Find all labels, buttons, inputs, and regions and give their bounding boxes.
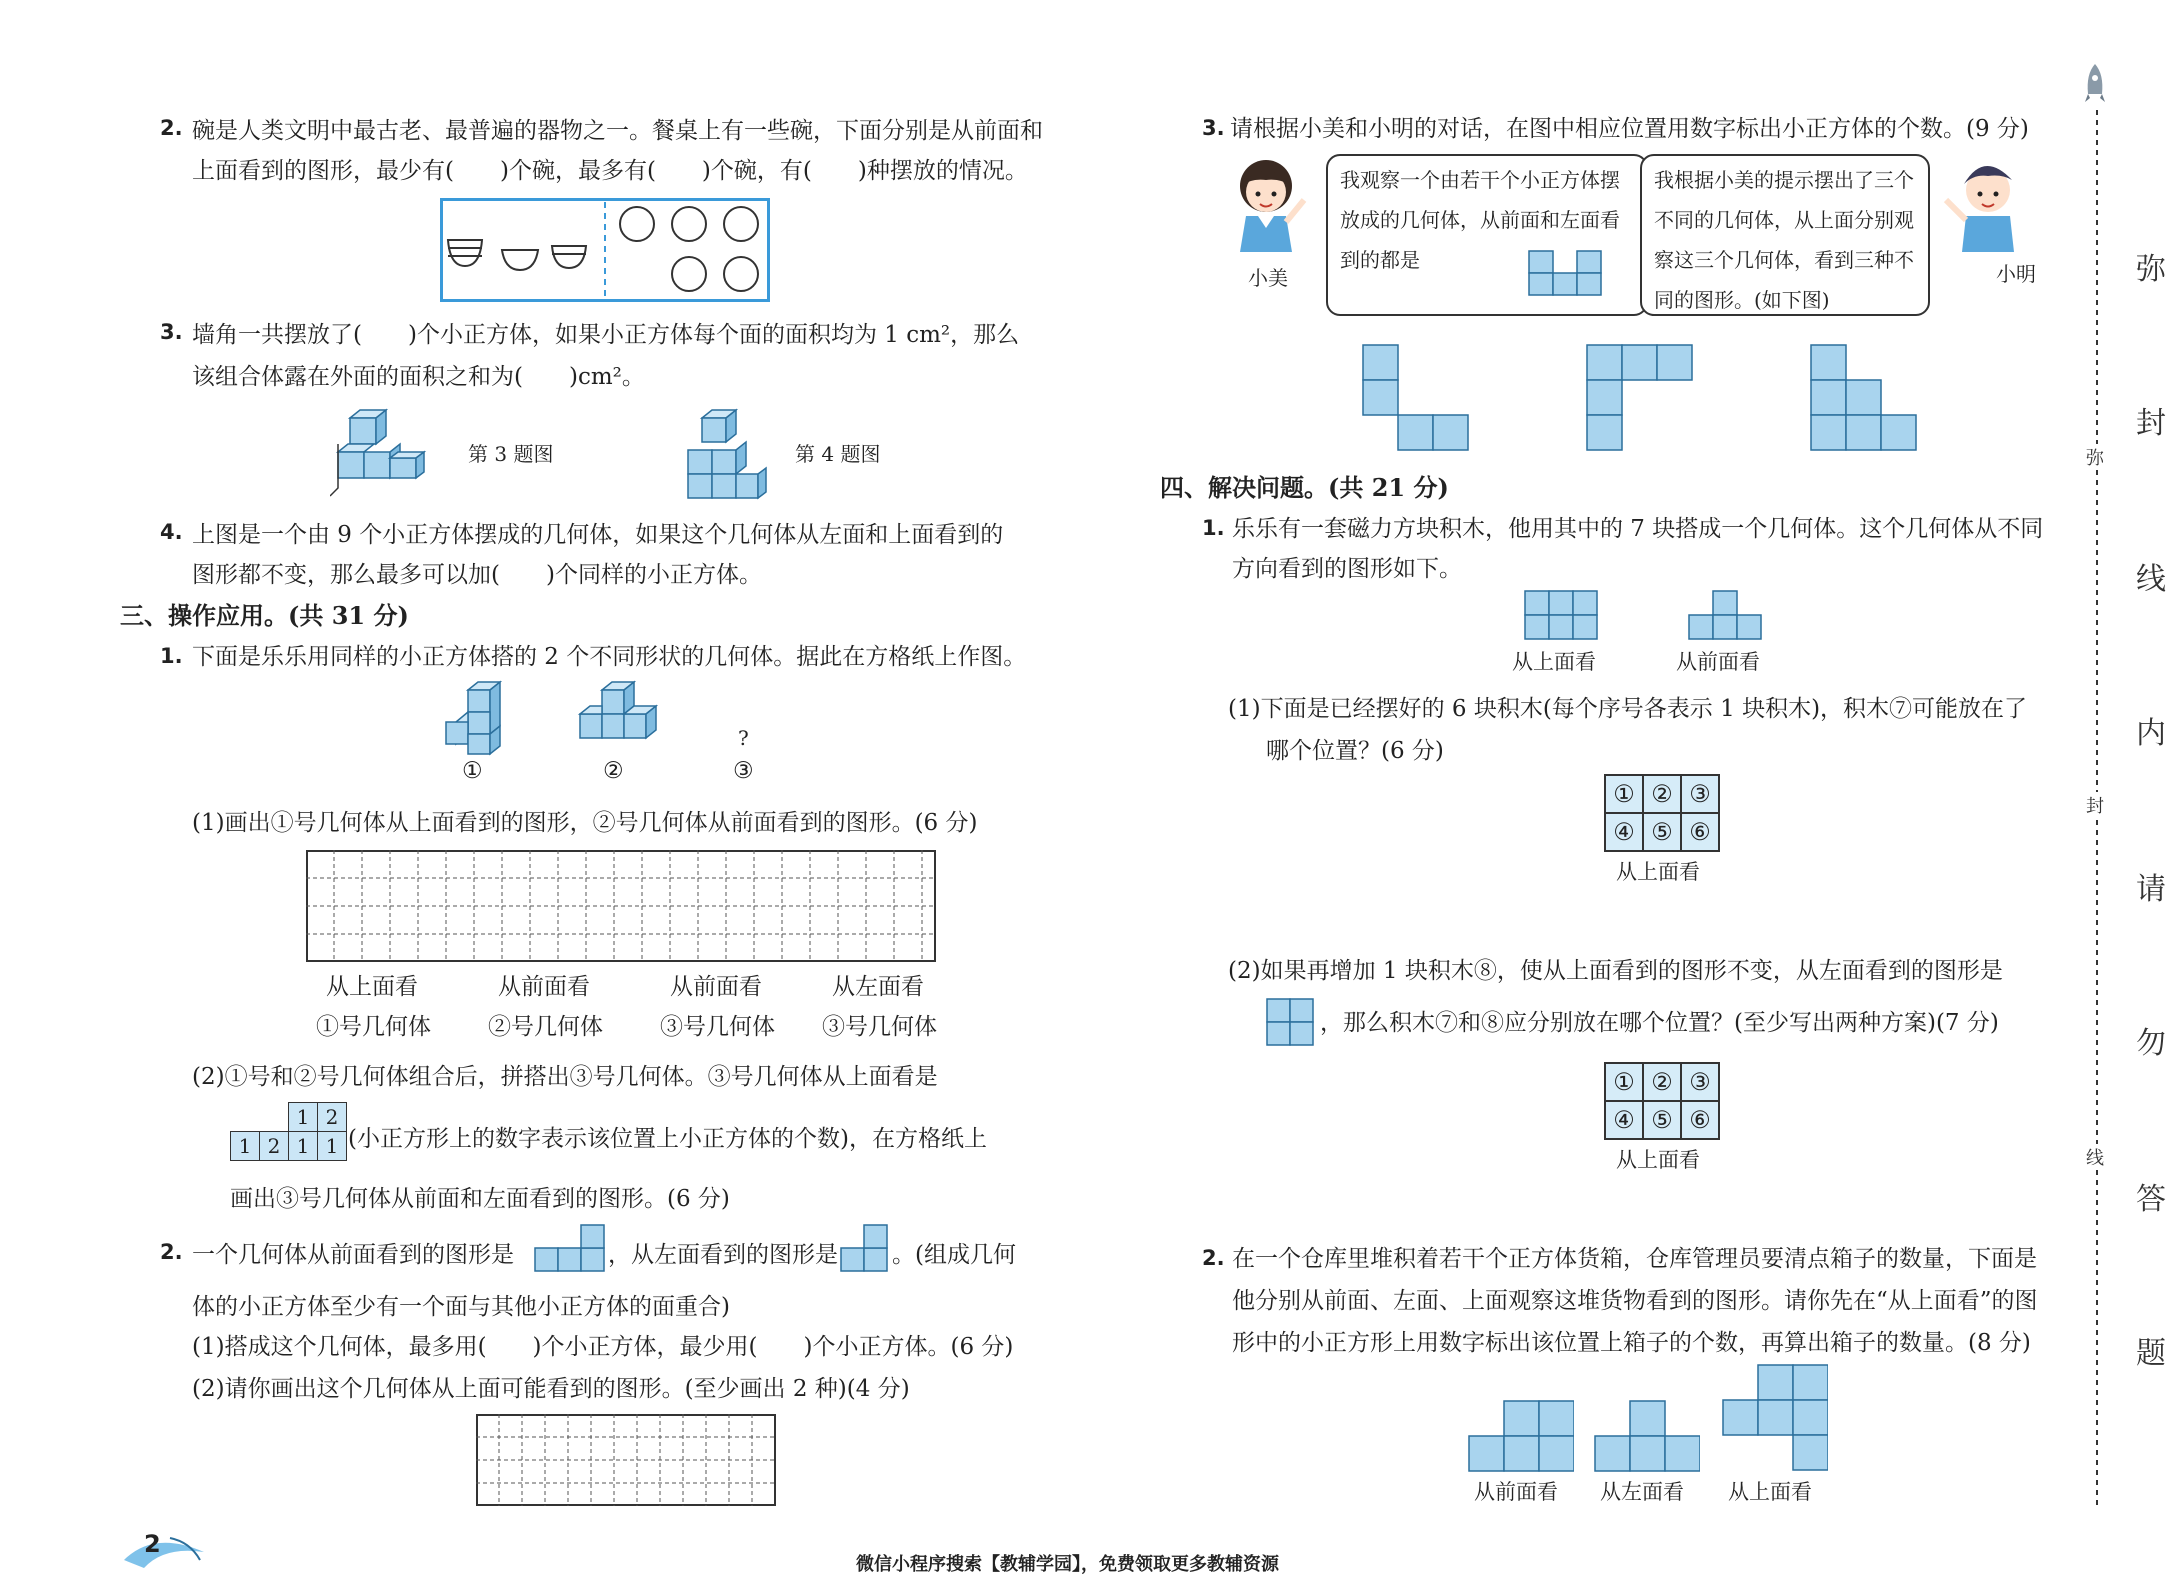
seal-big-2: 封 [2136,406,2166,441]
s3q2-sub2: (2)请你画出这个几何体从上面可能看到的图形。(至少画出 2 种)(4 分) [192,1376,910,1402]
q3-number: 3. [160,320,183,344]
block-cell[interactable]: ② [1642,774,1682,814]
front-view-shape [534,1224,606,1272]
s3q2-line1c: 。(组成几何 [892,1242,1016,1268]
warehouse-top-caption: 从上面看 [1728,1480,1812,1504]
solid-1-label: ① [462,758,483,784]
solid-3-label: ③ [733,758,754,784]
top-view-c [1810,344,1920,454]
s4q2-line1: 在一个仓库里堆积着若干个正方体货箱，仓库管理员要清点箱子的数量，下面是 [1232,1246,2037,1272]
fig3-label: 第 3 题图 [468,442,554,466]
s4q1-top-view [1524,590,1598,640]
block-cell[interactable]: ⑥ [1680,1100,1720,1140]
q2-line2: 上面看到的图形，最少有( )个碗，最多有( )个碗，有( )种摆放的情况。 [192,158,1028,184]
top-view-a [1362,344,1472,454]
warehouse-left-caption: 从左面看 [1600,1480,1684,1504]
bubble-xiaoming [1640,154,1930,316]
block-cell[interactable]: ⑤ [1642,812,1682,852]
warehouse-top-view[interactable] [1722,1364,1828,1472]
section4-title: 四、解决问题。(共 21 分) [1160,473,1449,502]
top-view-cell: 1 [317,1131,347,1161]
block-grid-1 [1604,774,1718,850]
grid-paper-1[interactable] [306,850,936,962]
solid-2-label: ② [603,758,624,784]
s4q1-sub1-line1: (1)下面是已经摆好的 6 块积木(每个序号各表示 1 块积木)，积木⑦可能放在了 [1228,696,2028,722]
block-cell[interactable]: ③ [1680,1062,1720,1102]
seal-big-6: 勿 [2136,1026,2166,1061]
left-view-two-squares [1266,998,1316,1046]
solid-3-question: ? [738,726,749,750]
s4q2-line2: 他分别从前面、左面、上面观察这堆货物看到的图形。请你先在“从上面看”的图 [1232,1288,2038,1314]
warehouse-front-caption: 从前面看 [1474,1480,1558,1504]
s3q2-sub1: (1)搭成这个几何体，最多用( )个小正方体，最少用( )个小正方体。(6 分) [192,1334,1014,1360]
bubble-xiaomei-text: 我观察一个由若干个小正方体摆放成的几何体，从前面和左面看到的都是 [1340,168,1620,272]
s4q1-line2: 方向看到的图形如下。 [1232,556,1462,582]
s4q1-top-caption: 从上面看 [1512,650,1596,674]
grid1-view-3: 从前面看 [670,974,762,1000]
s3q1-number: 1. [160,644,183,668]
bubble-shape-icon [1528,250,1604,296]
fig4-label: 第 4 题图 [795,442,881,466]
rocket-icon [2084,62,2106,108]
q2-line1: 碗是人类文明中最古老、最普遍的器物之一。餐桌上有一些碗，下面分别是从前面和 [192,118,1043,144]
q3-line2: 该组合体露在外面的面积之和为( )cm²。 [192,364,645,390]
block-cell[interactable]: ① [1604,774,1644,814]
grid1-view-2: 从前面看 [498,974,590,1000]
s4q1-number: 1. [1202,516,1225,540]
s3q2-line1b: ，从左面看到的图形是 [608,1242,838,1268]
q2-number: 2. [160,116,183,140]
s3q1-sub2-line2: (小正方形上的数字表示该位置上小正方体的个数)，在方格纸上 [348,1126,987,1152]
grid1-body-1: ①号几何体 [316,1014,431,1040]
top-view-cell: 1 [230,1131,260,1161]
block-cell[interactable]: ⑤ [1642,1100,1682,1140]
block-grid-1-caption: 从上面看 [1616,860,1700,884]
top-view-cell: 2 [317,1102,347,1132]
s3q2-line1a: 一个几何体从前面看到的图形是 [192,1242,514,1268]
s3q1-text: 下面是乐乐用同样的小正方体搭的 2 个不同形状的几何体。据此在方格纸上作图。 [192,644,1027,670]
solid-2 [572,678,684,752]
bubble-xiaoming-text: 我根据小美的提示摆出了三个不同的几何体，从上面分别观察这三个几何体，看到三种不同的图形。(如下图) [1654,168,1914,312]
q4-line2: 图形都不变，那么最多可以加( )个同样的小正方体。 [192,562,762,588]
top-view-b [1586,344,1696,454]
s4q1-sub2-line1: (2)如果再增加 1 块积木⑧，使从上面看到的图形不变，从左面看到的图形是 [1228,958,2003,984]
fig3-cubes [330,408,460,500]
block-cell[interactable]: ⑥ [1680,812,1720,852]
fig4-cubes [680,406,780,502]
grid1-body-4: ③号几何体 [822,1014,937,1040]
seal-big-5: 请 [2136,872,2166,907]
seal-small-3: 线 [2086,1144,2104,1170]
girl-avatar [1222,156,1316,260]
page-number-badge [120,1530,210,1570]
boy-avatar [1932,154,2032,258]
block-cell[interactable]: ② [1642,1062,1682,1102]
s4q1-sub2-line2: ，那么积木⑦和⑧应分别放在哪个位置？(至少写出两种方案)(7 分) [1320,1010,1999,1036]
block-cell[interactable]: ④ [1604,1100,1644,1140]
seal-small-2: 封 [2086,792,2104,818]
block-cell[interactable]: ① [1604,1062,1644,1102]
grid-paper-2[interactable] [476,1414,776,1506]
grid1-view-4: 从左面看 [832,974,924,1000]
s3q2-number: 2. [160,1240,183,1264]
boy-name: 小明 [1996,262,2036,286]
r-q3-number: 3. [1202,116,1225,140]
s3q1-sub2-line3: 画出③号几何体从前面和左面看到的图形。(6 分) [230,1186,730,1212]
section3-title: 三、操作应用。(共 31 分) [120,601,409,630]
s4q2-line3: 形中的小正方形上用数字标出该位置上箱子的个数，再算出箱子的数量。(8 分) [1232,1330,2031,1356]
grid1-body-3: ③号几何体 [660,1014,775,1040]
warehouse-front-view [1468,1400,1574,1472]
bowls-figure [440,198,770,302]
q4-number: 4. [160,520,183,544]
footer-text: 微信小程序搜索【教辅学园】，免费领取更多教辅资源 [856,1554,1279,1575]
warehouse-left-view [1594,1400,1700,1472]
s4q1-sub1-line2: 哪个位置？(6 分) [1266,738,1444,764]
r-q3-text: 请根据小美和小明的对话，在图中相应位置用数字标出小正方体的个数。(9 分) [1230,116,2029,142]
q4-line1: 上图是一个由 9 个小正方体摆成的几何体，如果这个几何体从左面和上面看到的 [192,522,1004,548]
grid1-body-2: ②号几何体 [488,1014,603,1040]
top-view-cell: 1 [288,1102,318,1132]
seal-big-1: 弥 [2136,252,2166,287]
block-cell[interactable]: ④ [1604,812,1644,852]
top-view-cell: 1 [288,1131,318,1161]
s3q1-sub1: (1)画出①号几何体从上面看到的图形，②号几何体从前面看到的图形。(6 分) [192,810,978,836]
block-cell[interactable]: ③ [1680,774,1720,814]
top-view-numbers [230,1102,346,1160]
s3q2-line2: 体的小正方体至少有一个面与其他小正方体的面重合) [192,1294,730,1320]
s4q1-front-caption: 从前面看 [1676,650,1760,674]
s3q1-sub2-line1: (2)①号和②号几何体组合后，拼搭出③号几何体。③号几何体从上面看是 [192,1064,938,1090]
seal-small-1: 弥 [2086,444,2104,470]
seal-big-8: 题 [2136,1336,2166,1371]
seal-big-7: 答 [2136,1182,2166,1217]
seal-big-4: 内 [2136,716,2166,751]
grid1-view-1: 从上面看 [326,974,418,1000]
girl-name: 小美 [1248,266,1288,290]
s4q1-front-view [1688,590,1762,640]
block-grid-2-caption: 从上面看 [1616,1148,1700,1172]
seal-big-3: 线 [2136,562,2166,597]
s4q2-number: 2. [1202,1246,1225,1270]
left-view-shape [840,1224,890,1272]
s4q1-line1: 乐乐有一套磁力方块积木，他用其中的 7 块搭成一个几何体。这个几何体从不同 [1232,516,2044,542]
top-view-cell: 2 [259,1131,289,1161]
block-grid-2 [1604,1062,1718,1138]
solid-1 [440,678,530,758]
page-number: 2 [144,1530,161,1558]
q3-line1: 墙角一共摆放了( )个小正方体，如果小正方体每个面的面积均为 1 cm²，那么 [192,322,1020,348]
